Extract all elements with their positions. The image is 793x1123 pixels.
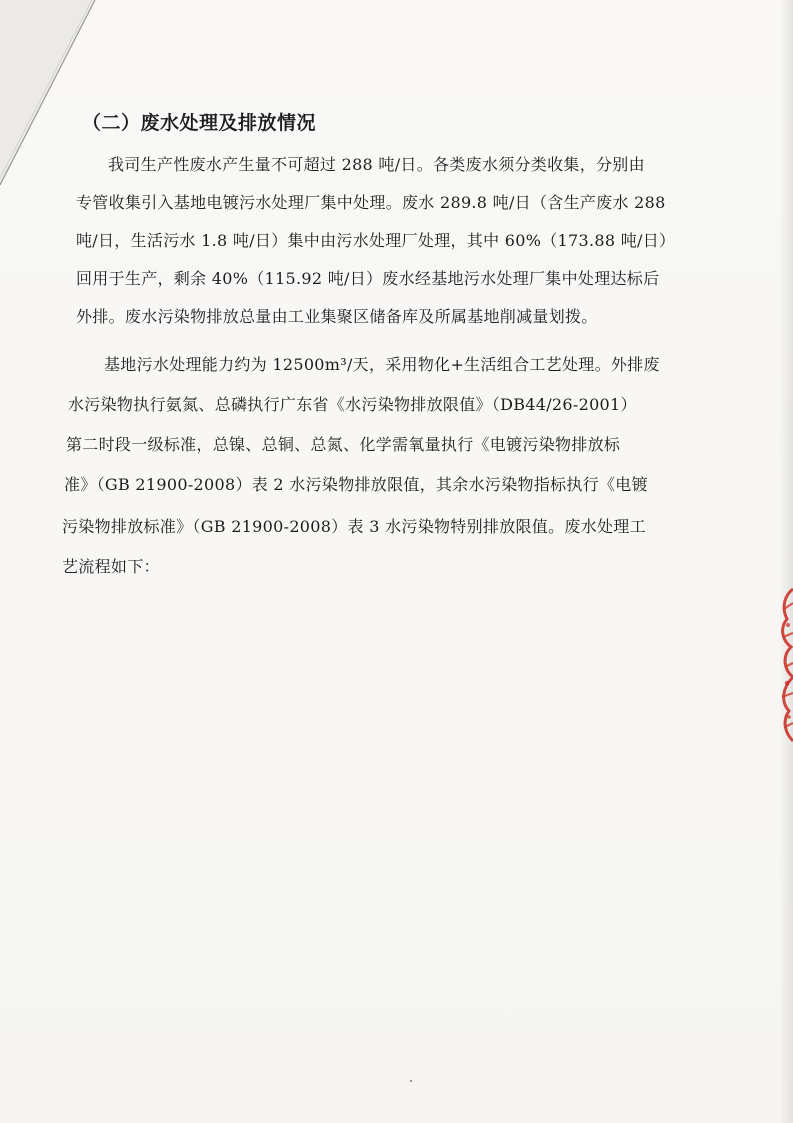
paragraph-2-line-3: 第二时段一级标准，总镍、总铜、总氮、化学需氧量执行《电镀污染物排放标: [66, 435, 621, 454]
folded-corner-shadow: [0, 0, 120, 200]
paragraph-2-line-5: 污染物排放标准》（GB 21900-2008）表 3 水污染物特别排放限值。废水处理工: [62, 517, 646, 536]
paragraph-2-line-2: 水污染物执行氨氮、总磷执行广东省《水污染物排放限值》（DB44/26-2001）: [68, 395, 637, 414]
page-edge-shadow: [779, 0, 793, 1123]
red-seal-edge: [771, 585, 793, 745]
scan-speck: [410, 1080, 412, 1082]
paragraph-2-line-1: 基地污水处理能力约为 12500m³/天，采用物化+生活组合工艺处理。外排废: [104, 355, 660, 374]
section-heading: （二）废水处理及排放情况: [82, 112, 317, 134]
paragraph-1-line-2: 专管收集引入基地电镀污水处理厂集中处理。废水 289.8 吨/日（含生产废水 288: [76, 193, 666, 212]
paragraph-1-line-4: 回用于生产，剩余 40%（115.92 吨/日）废水经基地污水处理厂集中处理达标后: [76, 269, 660, 288]
paragraph-2-line-6: 艺流程如下：: [62, 557, 160, 576]
paragraph-1-line-3: 吨/日，生活污水 1.8 吨/日）集中由污水处理厂处理，其中 60%（173.88 吨/日）: [76, 231, 676, 250]
paragraph-1-line-1: 我司生产性废水产生量不可超过 288 吨/日。各类废水须分类收集，分别由: [108, 155, 645, 174]
paragraph-2-line-4: 准》（GB 21900-2008）表 2 水污染物排放限值，其余水污染物指标执行《电镀: [64, 475, 648, 494]
paragraph-1-line-5: 外排。废水污染物排放总量由工业集聚区储备库及所属基地削减量划拨。: [76, 307, 598, 326]
